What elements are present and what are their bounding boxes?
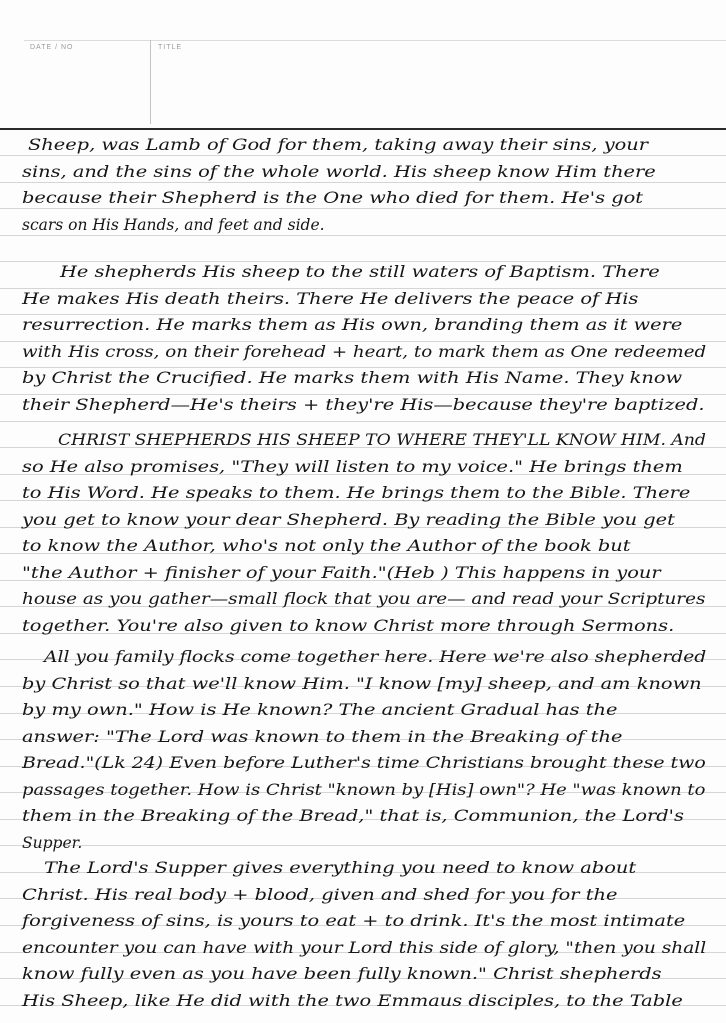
- handwritten-line: Sheep, was Lamb of God for them, taking away their sins, your: [28, 136, 649, 154]
- handwritten-line: Supper.: [22, 833, 83, 852]
- handwritten-line: by Christ so that we'll know Him. "I know [my] sheep, and am known: [22, 674, 702, 693]
- handwritten-line: with His cross, on their forehead + heart, to mark them as One redeemed: [22, 342, 707, 361]
- handwritten-line: to know the Author, who's not only the Author of the book but: [22, 537, 631, 556]
- handwritten-line: you get to know your dear Shepherd. By reading the Bible you get: [22, 510, 675, 529]
- header-top-rule: [24, 40, 726, 41]
- handwritten-text: [0, 128, 726, 1023]
- handwritten-line: because their Shepherd is the One who died for them. He's got: [22, 189, 644, 208]
- handwritten-line: answer: "The Lord was known to them in the Breaking of the: [22, 727, 623, 746]
- handwritten-line: The Lord's Supper gives everything you need to know about: [44, 859, 637, 877]
- handwritten-line: know fully even as you have been fully known." Christ shepherds: [22, 965, 662, 984]
- handwritten-line: He makes His death theirs. There He delivers the peace of His: [22, 289, 639, 308]
- handwritten-line: Christ. His real body + blood, given and shed for you for the: [22, 885, 618, 904]
- handwritten-line: All you family flocks come together here. Here we're also shepherded: [44, 648, 707, 666]
- handwritten-line: by my own." How is He known? The ancient Gradual has the: [22, 701, 618, 720]
- handwritten-line: them in the Breaking of the Bread," that is, Communion, the Lord's: [22, 807, 684, 826]
- handwritten-line: passages together. How is Christ "known by [His] own"? He "was known to: [22, 780, 706, 799]
- handwritten-line: sins, and the sins of the whole world. His sheep know Him there: [22, 162, 656, 181]
- handwritten-line: their Shepherd—He's theirs + they're His—because they're baptized.: [22, 395, 705, 414]
- handwritten-line: His Sheep, like He did with the two Emmaus disciples, to the Table: [22, 991, 683, 1010]
- title-label: TITLE: [158, 44, 183, 51]
- handwritten-line: house as you gather—small flock that you are— and read your Scriptures: [22, 590, 706, 609]
- handwritten-line: to His Word. He speaks to them. He brings them to the Bible. There: [22, 484, 691, 503]
- handwritten-line: by Christ the Crucified. He marks them with His Name. They know: [22, 369, 683, 388]
- handwritten-line: resurrection. He marks them as His own, branding them as it were: [22, 316, 683, 335]
- handwritten-line: together. You're also given to know Christ more through Sermons.: [22, 616, 675, 635]
- handwritten-line: Bread."(Lk 24) Even before Luther's time Christians brought these two: [22, 754, 706, 773]
- handwritten-line: so He also promises, "They will listen to my voice." He brings them: [22, 457, 683, 476]
- handwritten-line: scars on His Hands, and feet and side.: [22, 215, 325, 234]
- header-divider: [150, 40, 151, 124]
- handwritten-line: encounter you can have with your Lord this side of glory, "then you shall: [22, 938, 707, 957]
- handwritten-line: CHRIST SHEPHERDS HIS SHEEP TO WHERE THEY'LL KNOW HIM. And: [58, 431, 706, 449]
- handwritten-line: He shepherds His sheep to the still waters of Baptism. There: [60, 263, 660, 281]
- handwritten-line: forgiveness of sins, is yours to eat + to drink. It's the most intimate: [22, 912, 686, 931]
- date-label: DATE / NO: [30, 44, 74, 51]
- handwritten-line: "the Author + finisher of your Faith."(Heb ) This happens in your: [22, 563, 661, 582]
- page-header: [0, 0, 726, 130]
